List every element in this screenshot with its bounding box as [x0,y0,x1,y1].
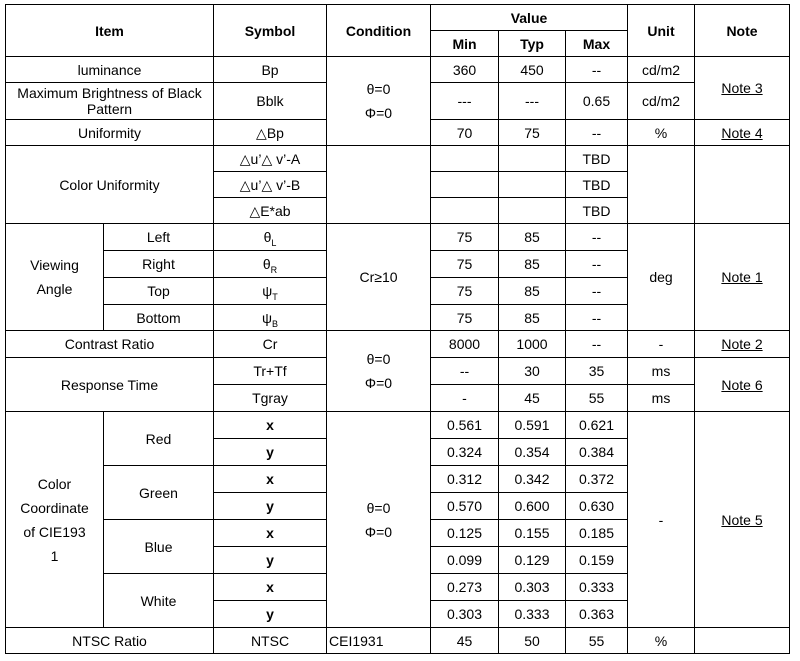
axis-label-cell: x [214,412,327,439]
note-2: Note 2 [695,331,790,358]
typ-cell: 50 [499,628,566,654]
direction-cell: Bottom [104,305,214,331]
item-cell: Uniformity [6,120,214,146]
max-cell: 35 [566,358,628,385]
max-cell: -- [566,120,628,146]
symbol-cell [214,305,327,331]
min-cell: 0.303 [431,601,499,628]
condition-phi: Φ=0 [364,375,393,391]
unit-cell: - [628,412,695,628]
symbol-cell: △Bp [214,120,327,146]
typ-cell: 0.303 [499,574,566,601]
min-cell [431,172,499,198]
header-condition: Condition [327,5,431,57]
typ-cell: 0.591 [499,412,566,439]
unit-cell: deg [628,224,695,331]
symbol-cell: Cr [214,331,327,358]
item-cell: NTSC Ratio [6,628,214,654]
header-value: Value [431,5,628,31]
note-6: Note 6 [695,358,790,412]
symbol-glyph: θ [262,256,271,272]
max-cell: -- [566,57,628,83]
min-cell: 0.561 [431,412,499,439]
axis-label-cell: y [214,601,327,628]
min-cell: -- [431,358,499,385]
symbol-subscript: B [271,318,278,329]
max-cell: 0.630 [566,493,628,520]
typ-cell: 0.354 [499,439,566,466]
note-5: Note 5 [695,412,790,628]
max-cell: -- [566,224,628,251]
max-cell: 0.363 [566,601,628,628]
max-cell: -- [566,305,628,331]
color-name-cell: White [104,574,214,628]
max-cell: 55 [566,385,628,412]
typ-cell: 1000 [499,331,566,358]
max-cell: 0.372 [566,466,628,493]
min-cell: - [431,385,499,412]
unit-cell: % [628,628,695,654]
typ-cell: 0.342 [499,466,566,493]
max-cell: -- [566,331,628,358]
typ-cell: 0.333 [499,601,566,628]
symbol-glyph: ψ [262,309,272,326]
unit-cell: % [628,120,695,146]
max-cell: 0.185 [566,520,628,547]
min-cell: 45 [431,628,499,654]
item-cell: Response Time [6,358,214,412]
min-cell: 75 [431,278,499,305]
symbol-cell [214,251,327,278]
typ-cell [499,146,566,172]
max-cell: TBD [566,198,628,224]
note-cell-empty [695,628,790,654]
viewing-label-line: Viewing [30,257,79,273]
max-cell: 0.159 [566,547,628,574]
item-cell: luminance [6,57,214,83]
typ-cell: 30 [499,358,566,385]
typ-cell: 45 [499,385,566,412]
min-cell: 0.324 [431,439,499,466]
viewing-angle-label [6,224,104,331]
typ-cell: --- [499,83,566,120]
color-name-cell: Green [104,466,214,520]
color-coordinate-label [6,412,104,628]
note-4: Note 4 [695,120,790,146]
condition-cell-empty [327,146,431,224]
max-cell: 0.621 [566,412,628,439]
min-cell [431,146,499,172]
condition-theta: θ=0 [366,499,391,516]
note-3: Note 3 [695,57,790,120]
min-cell: 0.273 [431,574,499,601]
axis-label-cell: y [214,439,327,466]
condition-cell-cr: Cr≥10 [327,224,431,331]
min-cell: 75 [431,224,499,251]
direction-cell: Left [104,224,214,251]
unit-cell: ms [628,385,695,412]
condition-cell-cie: CEI1931 [327,628,431,654]
symbol-subscript: T [272,291,278,302]
condition-cell-1 [327,57,431,146]
symbol-cell: △E*ab [214,198,327,224]
table-row-luminance [6,57,790,83]
table-row-red-x [6,412,790,439]
min-cell: 0.125 [431,520,499,547]
color-name-cell: Blue [104,520,214,574]
condition-theta: θ=0 [366,81,391,97]
max-cell: 55 [566,628,628,654]
typ-cell [499,198,566,224]
symbol-cell: △u’△ v’-A [214,146,327,172]
direction-cell: Right [104,251,214,278]
axis-label-cell: x [214,520,327,547]
symbol-cell: Tgray [214,385,327,412]
header-note: Note [695,5,790,57]
table-row-viewing-left [6,224,790,251]
axis-label-cell: x [214,466,327,493]
max-cell: 0.65 [566,83,628,120]
min-cell: 0.312 [431,466,499,493]
typ-cell: 450 [499,57,566,83]
table-row-ntsc [6,628,790,654]
min-cell: 0.570 [431,493,499,520]
header-min: Min [431,31,499,57]
max-cell: TBD [566,172,628,198]
unit-cell: ms [628,358,695,385]
typ-cell: 85 [499,251,566,278]
header-item: Item [6,5,214,57]
symbol-cell: Tr+Tf [214,358,327,385]
unit-cell: cd/m2 [628,57,695,83]
optical-spec-table [5,4,790,654]
color-coordinate-line: Coordinate [20,499,89,516]
max-cell: 0.384 [566,439,628,466]
item-cell: Contrast Ratio [6,331,214,358]
axis-label-cell: x [214,574,327,601]
symbol-glyph: θ [263,229,272,245]
header-unit: Unit [628,5,695,57]
axis-label-cell: y [214,547,327,574]
symbol-cell: △u’△ v’-B [214,172,327,198]
typ-cell: 0.129 [499,547,566,574]
symbol-subscript: L [271,237,277,248]
symbol-cell: NTSC [214,628,327,654]
symbol-cell [214,224,327,251]
item-cell: Maximum Brightness of Black Pattern [6,83,214,120]
min-cell: 360 [431,57,499,83]
min-cell: 0.099 [431,547,499,574]
typ-cell: 85 [499,305,566,331]
max-cell: -- [566,278,628,305]
table-row-color-uniformity [6,146,790,172]
note-cell-empty [695,146,790,224]
viewing-label-line: Angle [36,281,73,297]
header-typ: Typ [499,31,566,57]
min-cell: 75 [431,305,499,331]
typ-cell: 75 [499,120,566,146]
symbol-cell [214,278,327,305]
typ-cell: 85 [499,278,566,305]
condition-cell-2 [327,331,431,412]
condition-cell-3 [327,412,431,628]
min-cell: 75 [431,251,499,278]
direction-cell: Top [104,278,214,305]
condition-phi: Φ=0 [364,105,393,121]
min-cell [431,198,499,224]
typ-cell [499,172,566,198]
unit-cell: - [628,331,695,358]
table-header-row [6,5,790,31]
color-coordinate-line: 1 [50,547,59,564]
condition-phi: Φ=0 [364,523,393,540]
header-symbol: Symbol [214,5,327,57]
note-1: Note 1 [695,224,790,331]
header-max: Max [566,31,628,57]
max-cell: -- [566,251,628,278]
item-cell: Color Uniformity [6,146,214,224]
symbol-subscript: R [270,264,278,275]
table-row-contrast [6,331,790,358]
color-coordinate-line: of CIE193 [23,523,86,540]
symbol-glyph: ψ [262,283,273,299]
typ-cell: 0.155 [499,520,566,547]
min-cell: 70 [431,120,499,146]
symbol-cell: Bp [214,57,327,83]
symbol-cell: Bblk [214,83,327,120]
max-cell: TBD [566,146,628,172]
unit-cell-empty [628,146,695,224]
min-cell: 8000 [431,331,499,358]
color-coordinate-line: Color [37,475,72,492]
axis-label-cell: y [214,493,327,520]
typ-cell: 0.600 [499,493,566,520]
condition-theta: θ=0 [366,351,391,367]
unit-cell: cd/m2 [628,83,695,120]
color-name-cell: Red [104,412,214,466]
min-cell: --- [431,83,499,120]
typ-cell: 85 [499,224,566,251]
max-cell: 0.333 [566,574,628,601]
